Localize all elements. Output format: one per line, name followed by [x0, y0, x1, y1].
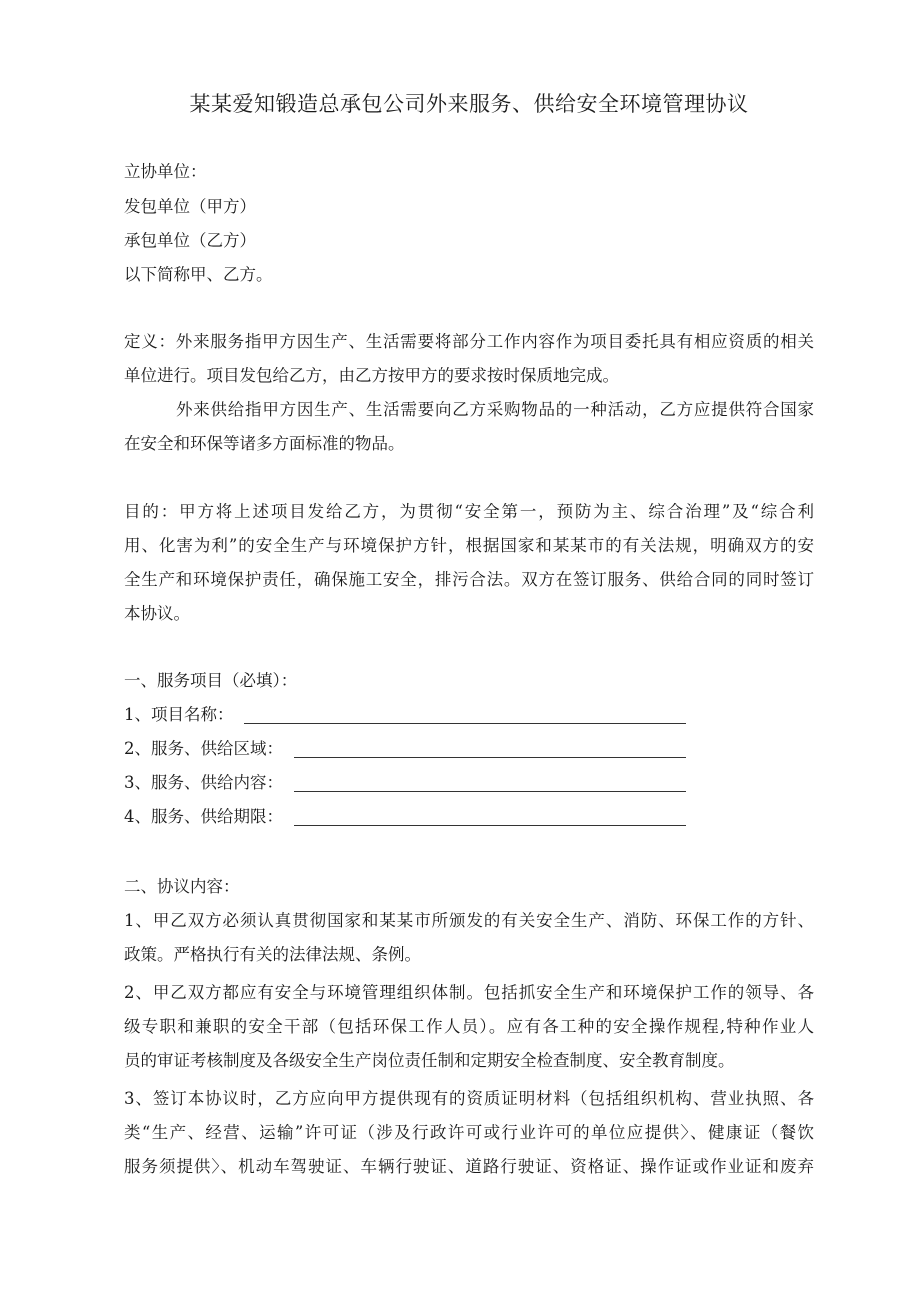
clause-3-line-2: 类“生产、经营、运输”许可证（涉及行政许可或行业许可的单位应提供〉、健康证（餐饮: [124, 1123, 814, 1142]
purpose-line-2: 用、化害为利”的安全生产与环境保护方针，根据国家和某某市的有关法规，明确双方的安: [124, 536, 814, 555]
clause-3-line-3: 服务须提供〉、机动车驾驶证、车辆行驶证、道路行驶证、资格证、操作证或作业证和废弃: [124, 1157, 814, 1176]
service-content-label: 3、服务、供给内容：: [124, 773, 283, 792]
definition-line-2: 单位进行。项目发包给乙方，由乙方按甲方的要求按时保质地完成。: [124, 366, 619, 385]
section-1-heading: 一、服务项目（必填）：: [124, 671, 298, 690]
service-content-row: [124, 773, 686, 793]
party-a: 发包单位（甲方）: [124, 197, 256, 216]
clause-2-line-3: 员的审证考核制度及各级安全生产岗位责任制和定期安全检查制度、安全教育制度。: [124, 1051, 735, 1070]
clause-2-line-1: 2、甲乙双方都应有安全与环境管理组织体制。包括抓安全生产和环境保护工作的领导、各: [124, 983, 814, 1002]
service-area-input[interactable]: [294, 757, 686, 758]
parties-label: 立协单位：: [124, 162, 207, 181]
document-title: 某某爱知锻造总承包公司外来服务、供给安全环境管理协议: [189, 92, 749, 116]
party-b: 承包单位（乙方）: [124, 231, 256, 250]
definition-line-1: 定义：外来服务指甲方因生产、生活需要将部分工作内容作为项目委托具有相应资质的相关: [124, 332, 814, 351]
purpose-line-3: 全生产和环境保护责任，确保施工安全，排污合法。双方在签订服务、供给合同的同时签订: [124, 570, 814, 589]
service-area-label: 2、服务、供给区域：: [124, 739, 283, 758]
purpose-line-4: 本协议。: [124, 604, 190, 623]
service-period-label: 4、服务、供给期限：: [124, 807, 283, 826]
clause-1-line-1: 1、甲乙双方必须认真贯彻国家和某某市所颁发的有关安全生产、消防、环保工作的方针、: [124, 911, 814, 930]
service-period-row: [124, 807, 686, 827]
clause-1-line-2: 政策。严格执行有关的法律法规、条例。: [124, 945, 421, 964]
project-name-input[interactable]: [244, 723, 686, 724]
definition-line-3: 外来供给指甲方因生产、生活需要向乙方采购物品的一种活动，乙方应提供符合国家: [176, 400, 814, 419]
clause-2-line-2: 级专职和兼职的安全干部（包括环保工作人员）。应有各工种的安全操作规程,特种作业人: [124, 1017, 814, 1036]
service-period-input[interactable]: [294, 825, 686, 826]
project-name-label: 1、项目名称：: [124, 705, 234, 724]
service-content-input[interactable]: [294, 791, 686, 792]
purpose-line-1: 目的：甲方将上述项目发给乙方，为贯彻“安全第一，预防为主、综合治理”及“综合利: [124, 502, 814, 521]
parties-abbreviation: 以下简称甲、乙方。: [124, 265, 273, 284]
section-2-heading: 二、协议内容：: [124, 877, 240, 896]
service-area-row: [124, 739, 686, 759]
clause-3-line-1: 3、签订本协议时，乙方应向甲方提供现有的资质证明材料（包括组织机构、营业执照、各: [124, 1089, 814, 1108]
definition-line-4: 在安全和环保等诸多方面标准的物品。: [124, 434, 405, 453]
project-name-row: [124, 705, 686, 725]
